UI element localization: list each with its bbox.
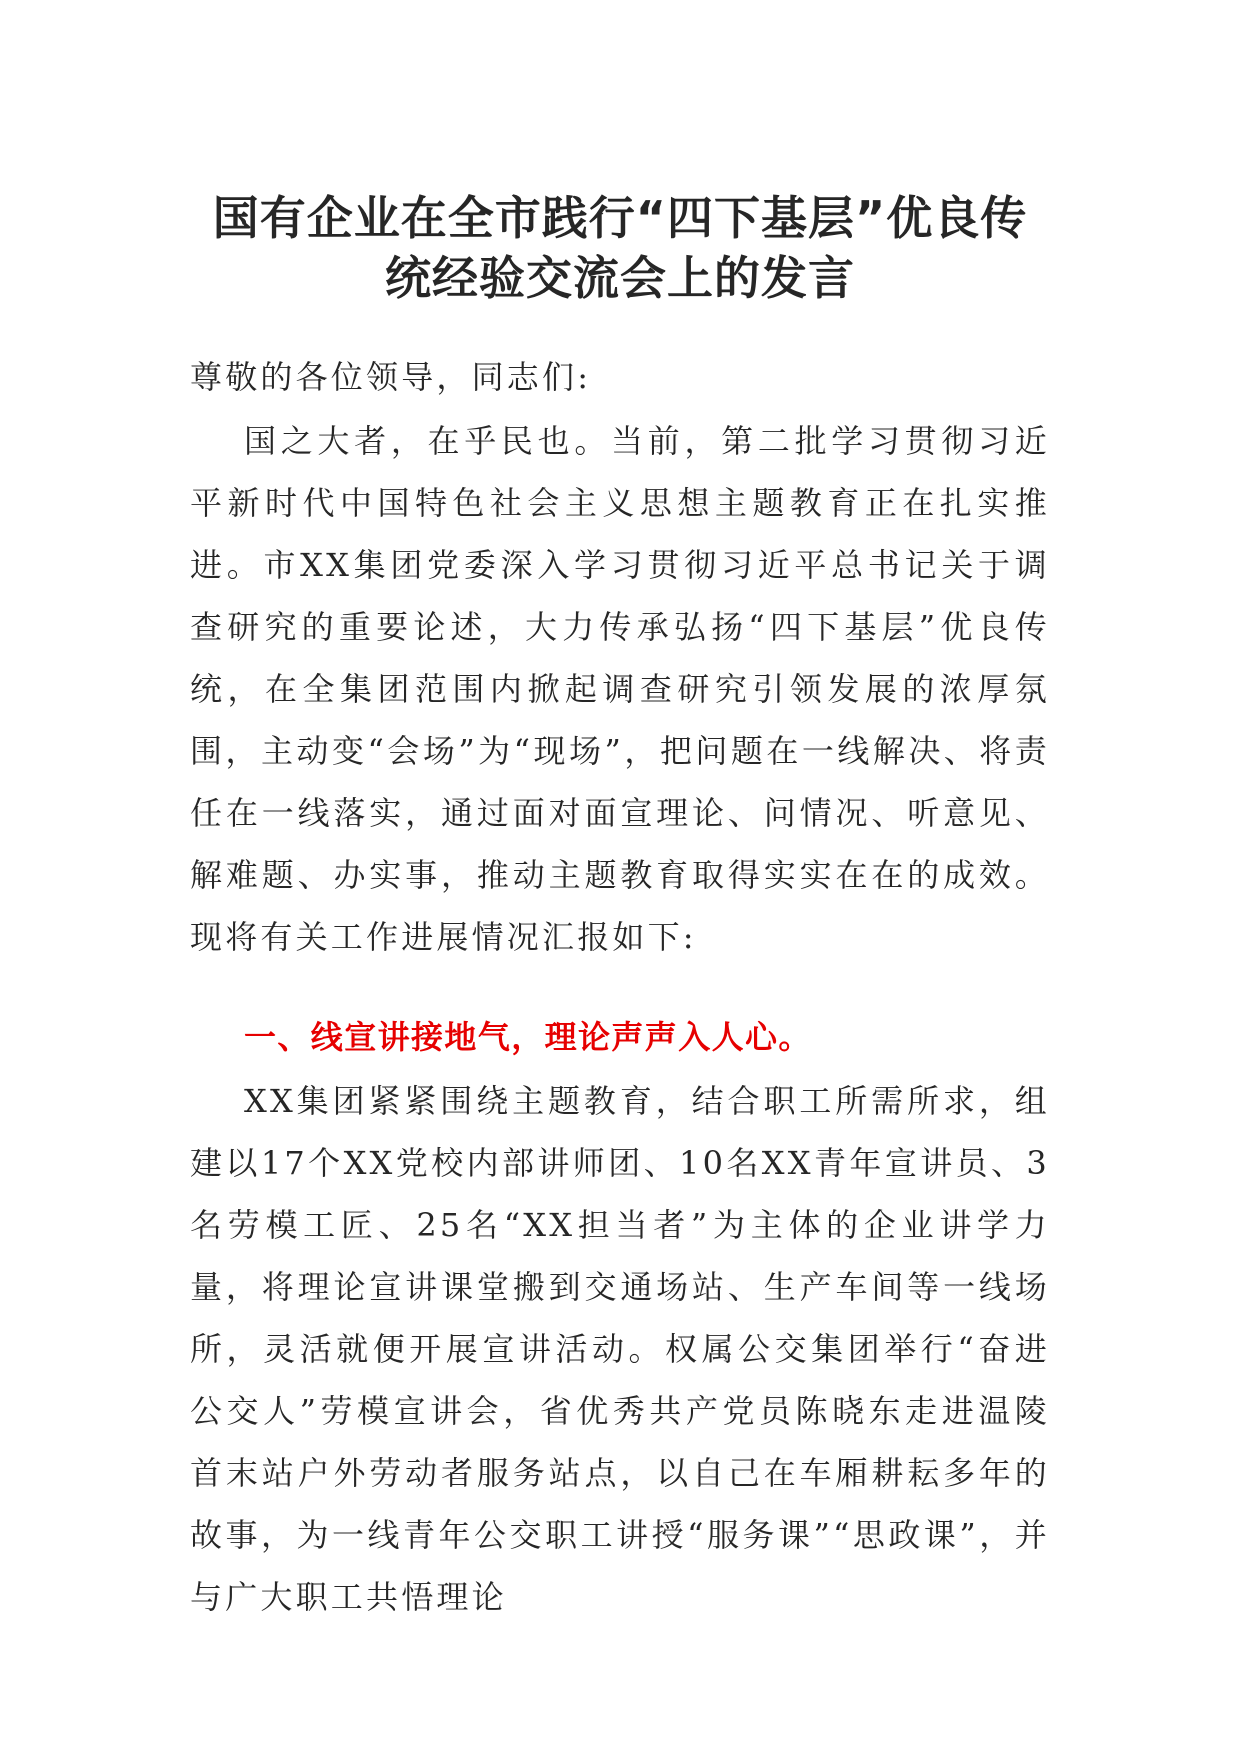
section-heading-1: 一、线宣讲接地气，理论声声入人心。 xyxy=(244,1018,812,1056)
document-title: 国有企业在全市践行“四下基层”优良传统经验交流会上的发言 xyxy=(212,191,1028,305)
paragraph-intro: 国之大者，在乎民也。当前，第二批学习贯彻习近平新时代中国特色社会主义思想主题教育正在扎实推进。市XX集团党委深入学习贯彻习近平总书记关于调查研究的重要论述，大力传承弘扬“四下基层”优良传统，在全集团范围内掀起调查研究引领发展的浓厚氛围，主动变“会场”为“现场”，把问题在一线解决、将责任在一线落实，通过面对面宣理论、问情况、听意见、解难题、办实事，推动主题教育取得实实在在的成效。现将有关工作进展情况汇报如下: xyxy=(190,422,1050,956)
paragraph-section-1: XX集团紧紧围绕主题教育，结合职工所需所求，组建以17个XX党校内部讲师团、10名XX青年宣讲员、3名劳模工匠、25名“XX担当者”为主体的企业讲学力量，将理论宣讲课堂搬到交通场站、生产车间等一线场所，灵活就便开展宣讲活动。权属公交集团举行“奋进公交人”劳模宣讲会，省优秀共产党员陈晓东走进温陵首末站户外劳动者服务站点，以自己在车厢耕耘多年的故事，为一线青年公交职工讲授“服务课”“思政课”，并与广大职工共悟理论 xyxy=(190,1082,1050,1616)
salutation: 尊敬的各位领导，同志们: xyxy=(190,358,592,396)
